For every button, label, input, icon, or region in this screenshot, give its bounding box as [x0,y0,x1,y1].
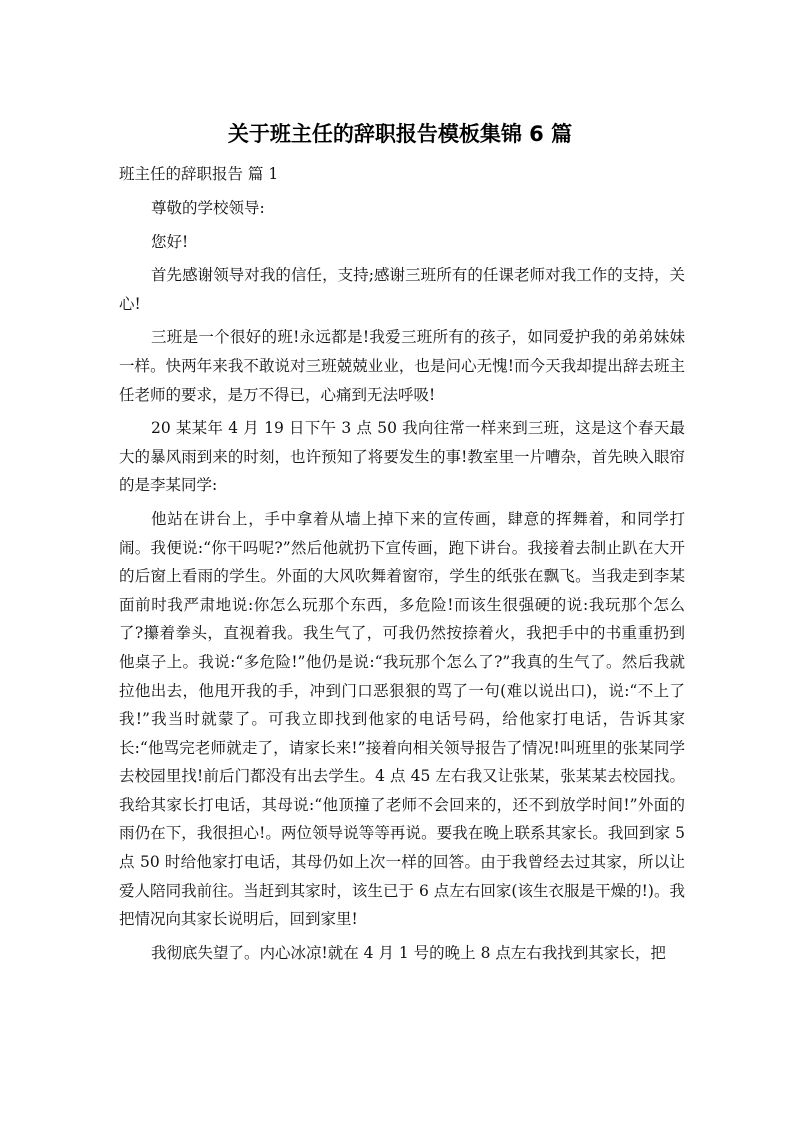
body-paragraph: 首先感谢领导对我的信任，支持;感谢三班所有的任课老师对我工作的支持，关心! [119,266,685,313]
salutation-paragraph: 尊敬的学校领导: [151,199,265,217]
body-paragraph: 我彻底失望了。内心冰凉!就在 4 月 1 号的晚上 8 点左右我找到其家长，把 [151,943,666,962]
body-paragraph: 他站在讲台上，手中拿着从墙上掉下来的宣传画，肆意的挥舞着，和同学打闹。我便说:“你干吗呢?”然后他就扔下宣传画，跑下讲台。我接着去制止趴在大开的后窗上看雨的学生。外面的大风吹舞着窗帘，学生的纸张在飘飞。当我走到李某面前时我严肃地说:你怎么玩那个东西，多危险!而该生很强硬的说:我玩那个怎么了?攥着拳头，直视着我。我生气了，可我仍然按捺着火，我把手中的书重重扔到他桌子上。我说:“多危险!”他仍是说:“我玩那个怎么了?”我真的生气了。然后我就拉他出去，他甩开我的手，冲到门口恶狠狠的骂了一句(难以说出口)，说:“不上了我!”我当时就蒙了。可我立即找到他家的电话号码，给他家打电话，告诉其家长:“他骂完老师就走了，请家长来!”接着向相关领导报告了情况!叫班里的张某同学去校园里找!前后门都没有出去学生。4 点 45 左右我又让张某，张某某去校园找。我给其家长打电话，其母说:“他顶撞了老师不会回来的，还不到放学时间!”外面的雨仍在下，我很担心!。两位领导说等等再说。要我在晚上联系其家长。我回到家 5 点 50 时给他家打电话，其母仍如上次一样的回答。由于我曾经去过其家，所以让爱人陪同我前往。当赶到其家时，该生已于 6 点左右回家(该生衣服是干燥的!)。我把情况向其家长说明后，回到家里! [119,509,685,929]
body-paragraph: 三班是一个很好的班!永远都是!我爱三班所有的孩子，如同爱护我的弟弟妹妹一样。快两年来我不敢说对三班兢兢业业，也是问心无愧!而今天我却提出辞去班主任老师的要求，是万不得已，心痛到无法呼吸! [119,328,685,404]
body-paragraph: 20 某某年 4 月 19 日下午 3 点 50 我向往常一样来到三班，这是这个春天最大的暴风雨到来的时刻，也许预知了将要发生的事!教室里一片嘈杂，首先映入眼帘的是李某同学: [119,419,685,495]
greeting-paragraph: 您好! [151,232,189,251]
document-body [119,194,685,972]
section-heading: 班主任的辞职报告 篇 1 [119,165,279,183]
document-title: 关于班主任的辞职报告模板集锦 6 篇 [227,122,573,146]
